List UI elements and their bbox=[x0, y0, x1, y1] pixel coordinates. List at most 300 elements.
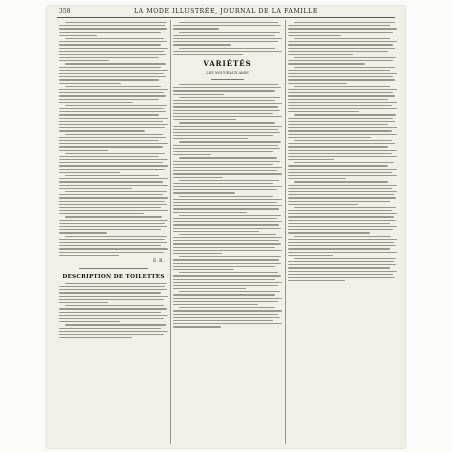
text-line bbox=[288, 44, 393, 45]
text-line bbox=[59, 207, 161, 208]
text-line bbox=[288, 232, 370, 233]
text-line bbox=[173, 126, 282, 127]
divider bbox=[79, 268, 148, 269]
text-line bbox=[173, 116, 282, 117]
text-line bbox=[59, 28, 167, 29]
paragraph bbox=[59, 216, 168, 233]
text-line bbox=[59, 229, 161, 230]
text-line bbox=[288, 95, 395, 96]
text-line bbox=[173, 269, 234, 270]
author-signature: E. R. bbox=[153, 258, 164, 264]
paragraph bbox=[288, 162, 397, 179]
text-line bbox=[173, 54, 243, 55]
text-line bbox=[173, 202, 277, 203]
text-line bbox=[294, 207, 396, 208]
text-line bbox=[173, 173, 282, 174]
text-line bbox=[173, 177, 223, 178]
text-line bbox=[173, 44, 231, 45]
text-line bbox=[288, 118, 393, 119]
text-line bbox=[288, 264, 396, 265]
text-line bbox=[59, 67, 161, 68]
text-line bbox=[65, 191, 167, 192]
text-line bbox=[173, 90, 275, 91]
text-line bbox=[173, 132, 280, 133]
text-line bbox=[179, 256, 281, 257]
paragraph bbox=[288, 181, 397, 205]
text-line bbox=[288, 185, 397, 186]
text-line bbox=[294, 67, 395, 68]
text-line bbox=[288, 245, 396, 246]
text-line bbox=[288, 124, 388, 125]
text-line bbox=[288, 73, 397, 74]
text-line bbox=[59, 92, 164, 93]
text-line bbox=[173, 237, 282, 238]
text-line bbox=[173, 247, 275, 248]
text-line bbox=[288, 223, 390, 224]
text-line bbox=[288, 99, 388, 100]
text-line bbox=[173, 154, 211, 155]
text-line bbox=[288, 165, 388, 166]
text-line bbox=[173, 323, 282, 324]
column-separator bbox=[170, 20, 171, 444]
text-line bbox=[288, 134, 397, 135]
text-line bbox=[173, 301, 278, 302]
text-line bbox=[173, 25, 281, 26]
text-line bbox=[173, 189, 277, 190]
text-line bbox=[59, 108, 164, 109]
paragraph bbox=[59, 22, 168, 36]
text-line bbox=[179, 32, 280, 33]
divider bbox=[211, 79, 244, 80]
text-line bbox=[179, 215, 281, 216]
text-line bbox=[173, 221, 282, 222]
paragraph bbox=[59, 63, 168, 83]
text-line bbox=[59, 331, 168, 332]
text-line bbox=[59, 32, 161, 33]
paragraph bbox=[59, 324, 168, 338]
text-line bbox=[179, 180, 279, 181]
text-line bbox=[173, 224, 279, 225]
text-line bbox=[173, 100, 275, 101]
text-line bbox=[288, 121, 395, 122]
text-line bbox=[294, 114, 396, 115]
text-line bbox=[288, 191, 397, 192]
text-line bbox=[59, 334, 164, 335]
text-line bbox=[173, 250, 282, 251]
text-line bbox=[173, 275, 281, 276]
text-line bbox=[173, 129, 278, 130]
text-line bbox=[59, 312, 161, 313]
text-line bbox=[179, 196, 273, 197]
text-line bbox=[288, 220, 396, 221]
paragraph bbox=[59, 191, 168, 215]
text-line bbox=[288, 143, 395, 144]
text-line bbox=[59, 130, 145, 131]
text-line bbox=[173, 285, 278, 286]
text-line bbox=[173, 266, 275, 267]
text-line bbox=[288, 150, 397, 151]
text-line bbox=[59, 111, 166, 112]
text-line bbox=[179, 97, 280, 98]
text-line bbox=[173, 279, 275, 280]
text-line bbox=[173, 183, 273, 184]
text-line bbox=[294, 258, 396, 259]
text-line bbox=[59, 248, 168, 249]
text-line bbox=[59, 308, 167, 309]
text-line bbox=[59, 337, 132, 338]
text-line bbox=[179, 122, 275, 123]
text-line bbox=[173, 243, 281, 244]
text-line bbox=[59, 286, 165, 287]
text-line bbox=[59, 239, 165, 240]
text-line bbox=[288, 76, 393, 77]
text-line bbox=[59, 245, 161, 246]
text-line bbox=[173, 240, 279, 241]
text-line bbox=[59, 150, 108, 151]
text-line bbox=[288, 242, 394, 243]
text-line bbox=[288, 70, 390, 71]
text-line bbox=[179, 234, 276, 235]
text-line bbox=[173, 170, 277, 171]
text-line bbox=[59, 210, 168, 211]
text-line bbox=[288, 204, 358, 205]
text-line bbox=[65, 105, 167, 106]
text-line bbox=[288, 79, 395, 80]
paragraph bbox=[288, 38, 397, 55]
paragraph bbox=[173, 272, 282, 289]
text-line bbox=[288, 178, 346, 179]
text-line bbox=[65, 216, 162, 217]
text-line bbox=[59, 213, 144, 214]
text-line bbox=[59, 76, 166, 77]
text-line bbox=[65, 22, 167, 23]
text-line bbox=[173, 161, 280, 162]
text-line bbox=[59, 299, 164, 300]
section-subheading: LES NOUVEAUX AMIS bbox=[206, 71, 249, 76]
text-line bbox=[173, 151, 273, 152]
text-line bbox=[288, 213, 397, 214]
text-line bbox=[173, 304, 258, 305]
paragraph bbox=[173, 97, 282, 121]
paragraph bbox=[288, 67, 397, 84]
text-line bbox=[288, 169, 397, 170]
text-line bbox=[59, 204, 167, 205]
text-line bbox=[59, 41, 167, 42]
text-line bbox=[173, 103, 282, 104]
paragraph bbox=[288, 207, 397, 234]
text-line bbox=[65, 38, 164, 39]
text-line bbox=[59, 83, 121, 84]
text-line bbox=[288, 130, 392, 131]
text-line bbox=[59, 165, 168, 166]
text-line bbox=[59, 140, 159, 141]
text-line bbox=[179, 272, 278, 273]
text-line bbox=[173, 326, 221, 327]
paragraph bbox=[288, 258, 397, 282]
paragraph bbox=[288, 114, 397, 138]
text-line bbox=[59, 121, 163, 122]
text-line bbox=[59, 201, 165, 202]
paragraph bbox=[173, 22, 282, 30]
text-line bbox=[288, 188, 392, 189]
text-line bbox=[59, 220, 168, 221]
text-line bbox=[59, 70, 168, 71]
text-line bbox=[173, 41, 278, 42]
text-column-3 bbox=[288, 20, 397, 444]
text-line bbox=[59, 289, 167, 290]
text-line bbox=[173, 145, 278, 146]
text-line bbox=[59, 54, 166, 55]
journal-page bbox=[47, 6, 405, 448]
text-line bbox=[288, 175, 397, 176]
text-line bbox=[59, 223, 165, 224]
text-line bbox=[173, 94, 224, 95]
header-rule bbox=[57, 17, 395, 18]
text-line bbox=[288, 51, 388, 52]
text-line bbox=[59, 178, 168, 179]
text-line bbox=[173, 310, 282, 311]
text-line bbox=[173, 320, 273, 321]
paragraph bbox=[59, 153, 168, 173]
text-line bbox=[59, 185, 168, 186]
text-line bbox=[288, 63, 365, 64]
text-line bbox=[59, 242, 167, 243]
text-line bbox=[59, 137, 166, 138]
text-line bbox=[59, 44, 161, 45]
text-line bbox=[288, 216, 394, 217]
text-line bbox=[59, 118, 168, 119]
text-line bbox=[288, 83, 347, 84]
text-line bbox=[59, 73, 164, 74]
text-line bbox=[59, 252, 164, 253]
paragraph bbox=[288, 57, 397, 65]
paragraph bbox=[173, 307, 282, 327]
text-line bbox=[59, 89, 168, 90]
text-line bbox=[173, 192, 235, 193]
text-line bbox=[288, 153, 392, 154]
text-line bbox=[288, 197, 396, 198]
text-line bbox=[173, 212, 247, 213]
text-line bbox=[173, 314, 278, 315]
paragraph bbox=[59, 283, 168, 303]
text-line bbox=[59, 143, 168, 144]
text-line bbox=[173, 231, 259, 232]
text-line bbox=[288, 239, 397, 240]
paragraph bbox=[288, 22, 397, 36]
text-line bbox=[59, 321, 120, 322]
text-line bbox=[288, 261, 394, 262]
text-line bbox=[173, 87, 281, 88]
text-line bbox=[65, 305, 164, 306]
text-column-2 bbox=[173, 20, 282, 444]
text-line bbox=[65, 63, 166, 64]
text-line bbox=[288, 255, 333, 256]
text-line bbox=[173, 199, 282, 200]
text-line bbox=[173, 164, 273, 165]
text-line bbox=[59, 99, 159, 100]
text-line bbox=[173, 119, 236, 120]
text-line bbox=[294, 162, 394, 163]
text-line bbox=[288, 210, 392, 211]
text-line bbox=[59, 114, 159, 115]
paragraph bbox=[59, 175, 168, 189]
text-line bbox=[173, 298, 282, 299]
paragraph bbox=[59, 38, 168, 62]
text-line bbox=[173, 110, 280, 111]
paragraph bbox=[173, 234, 282, 254]
paragraph bbox=[288, 86, 397, 113]
paragraph bbox=[173, 180, 282, 194]
paragraph bbox=[173, 291, 282, 305]
text-line bbox=[59, 35, 97, 36]
text-line bbox=[179, 141, 281, 142]
paragraph bbox=[59, 86, 168, 103]
text-line bbox=[288, 156, 397, 157]
section-heading: DESCRIPTION DE TOILETTES bbox=[62, 273, 165, 280]
running-header bbox=[47, 8, 405, 17]
text-line bbox=[173, 317, 280, 318]
text-line bbox=[59, 255, 119, 256]
text-line bbox=[288, 159, 334, 160]
text-line bbox=[59, 181, 163, 182]
text-line bbox=[59, 57, 159, 58]
paragraph bbox=[173, 84, 282, 95]
text-line bbox=[288, 89, 397, 90]
text-line bbox=[288, 92, 393, 93]
text-line bbox=[173, 167, 282, 168]
text-line bbox=[179, 22, 278, 23]
text-line bbox=[173, 148, 280, 149]
text-line bbox=[179, 157, 277, 158]
text-line bbox=[288, 229, 393, 230]
text-line bbox=[288, 127, 397, 128]
text-line bbox=[65, 324, 166, 325]
text-line bbox=[59, 156, 159, 157]
text-line bbox=[173, 294, 275, 295]
text-line bbox=[65, 86, 161, 87]
text-line bbox=[288, 25, 390, 26]
paragraph bbox=[173, 141, 282, 155]
text-line bbox=[59, 79, 159, 80]
text-line bbox=[288, 48, 395, 49]
text-line bbox=[59, 292, 161, 293]
text-line bbox=[59, 102, 133, 103]
text-line bbox=[173, 288, 246, 289]
text-line bbox=[288, 226, 397, 227]
text-line bbox=[65, 283, 167, 284]
text-line bbox=[59, 296, 168, 297]
text-line bbox=[294, 86, 390, 87]
running-title: LA MODE ILLUSTRÉE, JOURNAL DE LA FAMILLE bbox=[133, 8, 319, 15]
text-line bbox=[59, 169, 165, 170]
text-line bbox=[173, 28, 219, 29]
page-number: 358 bbox=[59, 8, 71, 15]
paragraph bbox=[173, 256, 282, 270]
text-line bbox=[288, 102, 397, 103]
section-heading: VARIÉTÉS bbox=[203, 59, 252, 69]
text-line bbox=[59, 302, 108, 303]
paragraph bbox=[173, 215, 282, 232]
text-line bbox=[288, 201, 390, 202]
text-line bbox=[173, 35, 275, 36]
text-line bbox=[288, 137, 371, 138]
text-line bbox=[294, 57, 396, 58]
text-line bbox=[173, 186, 282, 187]
text-line bbox=[173, 208, 279, 209]
text-line bbox=[288, 41, 397, 42]
text-line bbox=[294, 181, 388, 182]
text-line bbox=[65, 236, 167, 237]
text-line bbox=[288, 108, 397, 109]
text-line bbox=[288, 32, 393, 33]
text-line bbox=[288, 267, 390, 268]
paragraph bbox=[59, 134, 168, 151]
text-line bbox=[173, 228, 281, 229]
text-line bbox=[173, 51, 282, 52]
text-line bbox=[288, 280, 345, 281]
text-line bbox=[173, 282, 282, 283]
text-line bbox=[288, 194, 394, 195]
text-line bbox=[59, 48, 168, 49]
text-line bbox=[59, 159, 168, 160]
text-line bbox=[59, 146, 163, 147]
text-line bbox=[59, 194, 163, 195]
text-line bbox=[59, 188, 132, 189]
text-line bbox=[288, 271, 397, 272]
text-line bbox=[179, 48, 275, 49]
text-line bbox=[294, 22, 395, 23]
text-column-1 bbox=[59, 20, 168, 444]
text-line bbox=[294, 38, 390, 39]
text-line bbox=[59, 318, 164, 319]
text-line bbox=[173, 259, 279, 260]
text-line bbox=[179, 291, 280, 292]
paragraph bbox=[59, 236, 168, 256]
text-line bbox=[59, 127, 165, 128]
paragraph bbox=[173, 48, 282, 56]
paragraph bbox=[173, 196, 282, 213]
text-line bbox=[288, 252, 397, 253]
paragraph bbox=[288, 140, 397, 160]
text-line bbox=[59, 232, 107, 233]
text-line bbox=[288, 60, 393, 61]
text-line bbox=[288, 111, 359, 112]
text-line bbox=[173, 138, 248, 139]
paragraph bbox=[59, 105, 168, 132]
text-line bbox=[288, 274, 393, 275]
text-line bbox=[288, 277, 395, 278]
paragraph bbox=[288, 236, 397, 256]
text-line bbox=[173, 135, 273, 136]
text-line bbox=[59, 172, 120, 173]
text-line bbox=[59, 162, 163, 163]
text-line bbox=[288, 172, 392, 173]
text-line bbox=[65, 134, 163, 135]
text-line bbox=[59, 124, 168, 125]
text-line bbox=[59, 51, 164, 52]
paragraph bbox=[173, 157, 282, 177]
text-line bbox=[288, 248, 390, 249]
paragraph bbox=[173, 122, 282, 139]
text-line bbox=[294, 236, 391, 237]
text-line bbox=[179, 307, 275, 308]
text-line bbox=[59, 226, 167, 227]
text-line bbox=[65, 175, 159, 176]
text-line bbox=[173, 38, 282, 39]
text-line bbox=[65, 153, 165, 154]
paragraph bbox=[173, 32, 282, 46]
text-line bbox=[59, 25, 165, 26]
